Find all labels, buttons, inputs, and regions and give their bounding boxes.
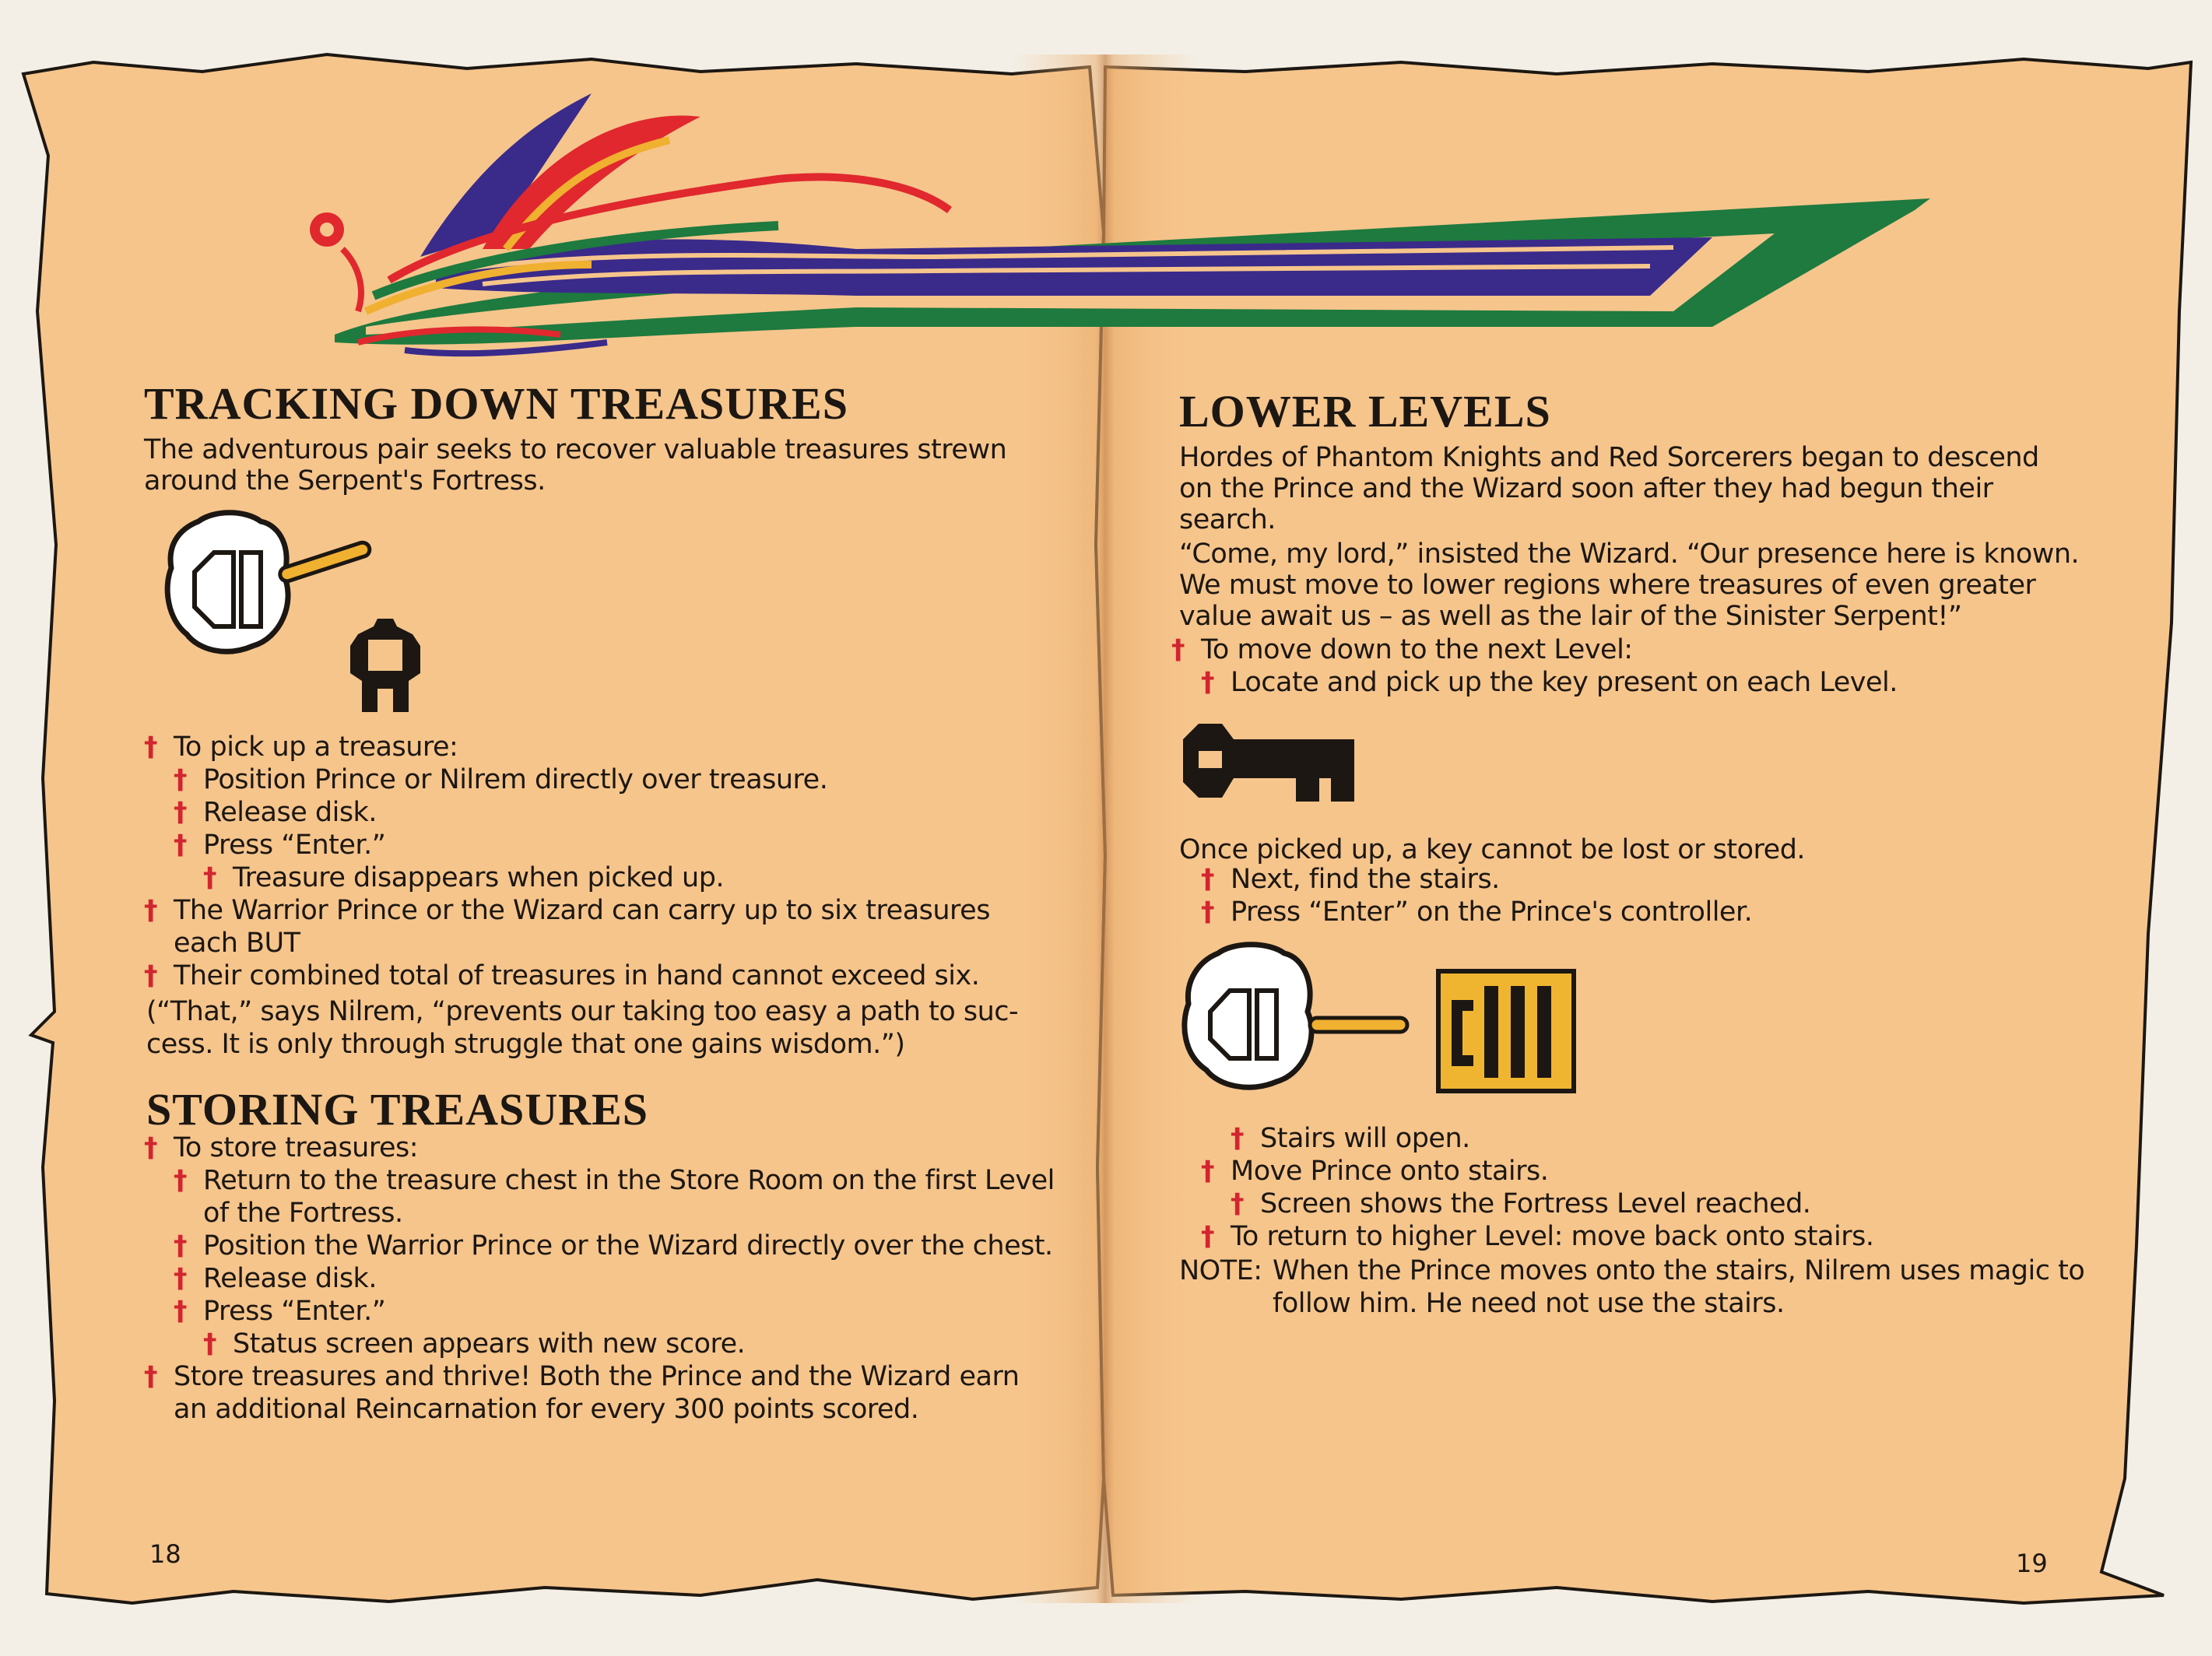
list-item [144, 895, 990, 926]
intro-line-1: The adventurous pair seeks to recover valuable treasures strewn [144, 434, 1007, 465]
list-item [144, 1361, 1019, 1392]
bullet-icon: † [1201, 1221, 1214, 1252]
list-item [203, 862, 724, 893]
bullet-icon: † [144, 732, 157, 763]
bullet-icon: † [174, 830, 187, 861]
list-item [1231, 1123, 1470, 1154]
list-item [203, 1198, 403, 1229]
lower-intro-line-3: search. [1179, 504, 1276, 535]
key-icon [1175, 716, 1362, 809]
list-item-text: Their combined total of treasures in hand cannot exceed six. [174, 960, 980, 991]
bullet-icon: † [1201, 667, 1214, 698]
list-item [1201, 896, 1752, 928]
list-item-text: Return to the treasure chest in the Store Room on the first Level [203, 1165, 1055, 1196]
note-line-1: When the Prince moves onto the stairs, Nilrem uses magic to [1273, 1255, 2085, 1286]
note-line-2: follow him. He need not use the stairs. [1273, 1288, 1785, 1319]
list-item-text: Release disk. [203, 1263, 377, 1294]
list-item-text: To store treasures: [174, 1132, 419, 1163]
bullet-icon: † [1201, 1156, 1214, 1187]
list-item-text: Move Prince onto stairs. [1231, 1156, 1549, 1187]
bullet-icon: † [144, 895, 157, 926]
list-item-text: Press “Enter.” [203, 1296, 386, 1327]
lower-intro-line-1: Hordes of Phantom Knights and Red Sorcerers began to descend [1179, 442, 2039, 473]
list-item [174, 928, 300, 959]
list-item [1201, 667, 1898, 698]
heading-tracking-down-treasures: TRACKING DOWN TREASURES [144, 378, 848, 429]
list-item-text: Position the Warrior Prince or the Wizard directly over the chest. [203, 1230, 1053, 1261]
list-item-text: Position Prince or Nilrem directly over treasure. [203, 764, 828, 795]
list-item-text: Locate and pick up the key present on each Level. [1231, 667, 1898, 698]
bullet-icon: † [1201, 896, 1214, 928]
page-number-right: 19 [2016, 1549, 2048, 1578]
bullet-icon: † [144, 1361, 157, 1392]
list-item [174, 1296, 385, 1327]
left-page [144, 377, 1039, 496]
list-item-text: To pick up a treasure: [174, 732, 458, 763]
bullet-icon: † [174, 1296, 187, 1327]
heading-lower-levels: LOWER LEVELS [1179, 386, 1551, 437]
bullet-icon: † [174, 1165, 187, 1196]
bullet-icon: † [1231, 1188, 1244, 1219]
list-item [1201, 864, 1500, 895]
list-item [144, 1132, 418, 1163]
bullet-icon: † [1171, 634, 1185, 665]
list-item [174, 764, 827, 795]
bullet-icon: † [1201, 864, 1214, 895]
list-item [174, 1263, 377, 1294]
list-item [1171, 634, 1633, 665]
list-item-text: Screen shows the Fortress Level reached. [1260, 1188, 1811, 1219]
lower-intro-line-5: We must move to lower regions where treasures of even greater [1179, 570, 2036, 601]
bullet-icon: † [144, 960, 157, 991]
list-item-text: Release disk. [203, 797, 377, 828]
bullet-icon: † [144, 1132, 157, 1163]
wizard-figure-icon [339, 615, 432, 716]
list-item-text: To return to higher Level: move back onto stairs. [1231, 1221, 1874, 1252]
lower-intro-line-4: “Come, my lord,” insisted the Wizard. “Our presence here is known. [1179, 539, 2080, 570]
bullet-icon: † [174, 1230, 187, 1261]
list-item-text: To move down to the next Level: [1201, 634, 1633, 665]
lower-intro-line-2: on the Prince and the Wizard soon after they had begun their [1179, 473, 1993, 504]
list-item [174, 1230, 1053, 1261]
right-page-top [1179, 385, 2129, 632]
stairs-icon [1436, 969, 1576, 1093]
list-item-text: Treasure disappears when picked up. [233, 862, 725, 893]
lower-intro-line-6: value await us – as well as the lair of the Sinister Serpent!” [1179, 601, 1962, 632]
wand-icon [1171, 938, 1420, 1109]
list-item-text: an additional Reincarnation for every 300 points scored. [174, 1394, 919, 1425]
bullet-icon: † [174, 797, 187, 828]
list-item [203, 1328, 745, 1360]
list-item [144, 732, 458, 763]
list-item [174, 1165, 1055, 1196]
list-item-text: Next, find the stairs. [1231, 864, 1500, 895]
list-item [1201, 1156, 1548, 1187]
list-item [144, 960, 979, 991]
list-item-text: The Warrior Prince or the Wizard can carry up to six treasures [174, 895, 990, 926]
list-item [1231, 1188, 1810, 1219]
list-item-text: Press “Enter” on the Prince's controller. [1231, 896, 1753, 928]
list-item [174, 830, 385, 861]
list-item [174, 1394, 918, 1425]
heading-storing-treasures: STORING TREASURES [146, 1084, 649, 1135]
bullet-icon: † [174, 764, 187, 795]
intro-line-2: around the Serpent's Fortress. [144, 465, 546, 496]
list-item [174, 797, 377, 828]
bullet-icon: † [174, 1263, 187, 1294]
list-item-text: Status screen appears with new score. [233, 1328, 746, 1360]
list-item-text: of the Fortress. [203, 1198, 403, 1229]
bullet-icon: † [1231, 1123, 1244, 1154]
list-item-text: Stairs will open. [1260, 1123, 1470, 1154]
page-number-left: 18 [149, 1539, 181, 1569]
list-item-text: Store treasures and thrive! Both the Prince and the Wizard earn [174, 1361, 1020, 1392]
list-item-text: each BUT [174, 928, 300, 959]
bullet-icon: † [203, 1328, 216, 1360]
list-item [1201, 1221, 1873, 1252]
bullet-icon: † [203, 862, 216, 893]
list-item-text: Press “Enter.” [203, 830, 386, 861]
key-note: Once picked up, a key cannot be lost or stored. [1179, 834, 1806, 865]
quote-line-2: cess. It is only through struggle that one gains wisdom.”) [146, 1029, 905, 1060]
note-label: NOTE: [1179, 1255, 1262, 1286]
quote-line-1: (“That,” says Nilrem, “prevents our taking too easy a path to suc- [146, 996, 1019, 1027]
